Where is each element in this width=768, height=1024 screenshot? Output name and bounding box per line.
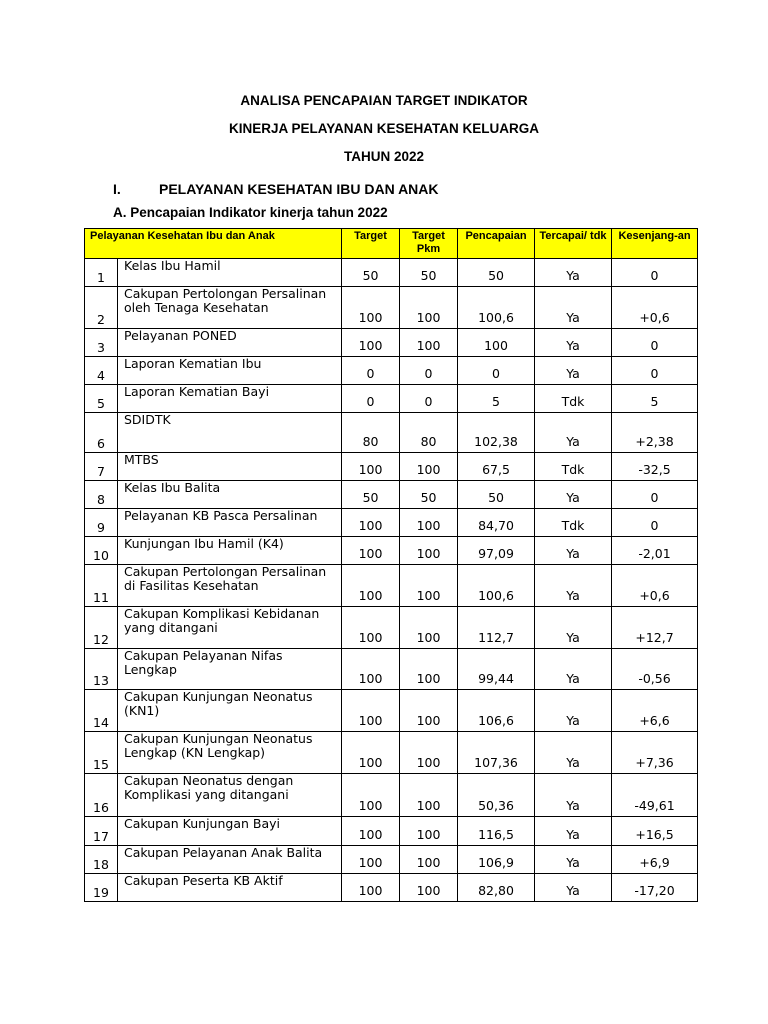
- row-kesenjangan: +7,36: [612, 732, 698, 774]
- row-tercapai: Ya: [535, 481, 612, 509]
- row-pencapaian: 106,6: [458, 690, 535, 732]
- row-kesenjangan: -49,61: [612, 774, 698, 817]
- table-row: [85, 690, 698, 732]
- row-kesenjangan: 5: [612, 385, 698, 413]
- header-target-pkm: Target Pkm: [400, 229, 458, 259]
- section-heading: [113, 181, 439, 197]
- row-pencapaian: 100,6: [458, 565, 535, 607]
- row-number: 10: [85, 537, 118, 565]
- row-tercapai: Ya: [535, 817, 612, 846]
- row-number: 2: [85, 287, 118, 329]
- row-pencapaian: 5: [458, 385, 535, 413]
- row-tercapai: Ya: [535, 537, 612, 565]
- row-target: 80: [342, 413, 400, 453]
- row-kesenjangan: 0: [612, 509, 698, 537]
- row-target: 0: [342, 357, 400, 385]
- subsection-heading: A. Pencapaian Indikator kinerja tahun 2022: [113, 205, 388, 220]
- row-target: 100: [342, 453, 400, 481]
- row-target-pkm: 100: [400, 509, 458, 537]
- row-number: 16: [85, 774, 118, 817]
- row-target-pkm: 100: [400, 537, 458, 565]
- row-number: 7: [85, 453, 118, 481]
- row-kesenjangan: -32,5: [612, 453, 698, 481]
- row-pencapaian: 97,09: [458, 537, 535, 565]
- row-pencapaian: 50,36: [458, 774, 535, 817]
- row-number: 6: [85, 413, 118, 453]
- row-kesenjangan: 0: [612, 259, 698, 287]
- row-target: 100: [342, 817, 400, 846]
- row-number: 18: [85, 846, 118, 874]
- row-tercapai: Ya: [535, 329, 612, 357]
- row-target-pkm: 100: [400, 607, 458, 649]
- report-title-line-2: KINERJA PELAYANAN KESEHATAN KELUARGA: [228, 121, 540, 136]
- row-target-pkm: 0: [400, 385, 458, 413]
- header-target: Target: [342, 229, 400, 259]
- row-target-pkm: 100: [400, 874, 458, 902]
- row-pencapaian: 84,70: [458, 509, 535, 537]
- row-pencapaian: 67,5: [458, 453, 535, 481]
- table-row: [85, 537, 698, 565]
- row-target-pkm: 100: [400, 846, 458, 874]
- row-tercapai: Tdk: [535, 385, 612, 413]
- row-target-pkm: 100: [400, 690, 458, 732]
- row-pencapaian: 107,36: [458, 732, 535, 774]
- row-target-pkm: 100: [400, 453, 458, 481]
- row-number: 13: [85, 649, 118, 690]
- row-target: 100: [342, 329, 400, 357]
- table-row: [85, 649, 698, 690]
- row-kesenjangan: 0: [612, 357, 698, 385]
- row-number: 1: [85, 259, 118, 287]
- table-row: [85, 385, 698, 413]
- row-indicator-name: Cakupan Pertolongan Persalinan oleh Tenaga Kesehatan: [118, 287, 342, 329]
- table-row: [85, 732, 698, 774]
- row-target: 100: [342, 846, 400, 874]
- row-indicator-name: Cakupan Kunjungan Neonatus Lengkap (KN Lengkap): [118, 732, 342, 774]
- row-indicator-name: MTBS: [118, 453, 342, 481]
- header-kesenjangan: Kesenjang-an: [612, 229, 698, 259]
- row-tercapai: Ya: [535, 357, 612, 385]
- row-kesenjangan: 0: [612, 481, 698, 509]
- row-indicator-name: Cakupan Pertolongan Persalinan di Fasilitas Kesehatan: [118, 565, 342, 607]
- row-kesenjangan: 0: [612, 329, 698, 357]
- table-body: [85, 259, 698, 902]
- header-service: Pelayanan Kesehatan Ibu dan Anak: [85, 229, 342, 259]
- table-row: [85, 357, 698, 385]
- row-number: 17: [85, 817, 118, 846]
- table-header-row: [85, 229, 698, 259]
- row-target-pkm: 50: [400, 259, 458, 287]
- row-pencapaian: 50: [458, 481, 535, 509]
- row-indicator-name: Laporan Kematian Ibu: [118, 357, 342, 385]
- row-indicator-name: SDIDTK: [118, 413, 342, 453]
- row-number: 8: [85, 481, 118, 509]
- row-indicator-name: Cakupan Peserta KB Aktif: [118, 874, 342, 902]
- row-number: 19: [85, 874, 118, 902]
- row-pencapaian: 112,7: [458, 607, 535, 649]
- row-number: 14: [85, 690, 118, 732]
- row-target-pkm: 100: [400, 565, 458, 607]
- row-kesenjangan: -2,01: [612, 537, 698, 565]
- row-number: 4: [85, 357, 118, 385]
- row-number: 9: [85, 509, 118, 537]
- table-row: [85, 453, 698, 481]
- row-target-pkm: 100: [400, 774, 458, 817]
- row-kesenjangan: +0,6: [612, 287, 698, 329]
- report-title-year: TAHUN 2022: [343, 149, 425, 164]
- row-tercapai: Ya: [535, 287, 612, 329]
- table-row: [85, 259, 698, 287]
- row-tercapai: Ya: [535, 649, 612, 690]
- row-target: 100: [342, 509, 400, 537]
- row-indicator-name: Laporan Kematian Bayi: [118, 385, 342, 413]
- row-pencapaian: 100,6: [458, 287, 535, 329]
- table-row: [85, 774, 698, 817]
- row-number: 11: [85, 565, 118, 607]
- row-target-pkm: 100: [400, 732, 458, 774]
- row-indicator-name: Cakupan Kunjungan Bayi: [118, 817, 342, 846]
- row-pencapaian: 116,5: [458, 817, 535, 846]
- row-pencapaian: 50: [458, 259, 535, 287]
- row-target-pkm: 100: [400, 649, 458, 690]
- row-target: 100: [342, 607, 400, 649]
- row-indicator-name: Kelas Ibu Hamil: [118, 259, 342, 287]
- row-target: 0: [342, 385, 400, 413]
- row-number: 3: [85, 329, 118, 357]
- report-title-line-1: ANALISA PENCAPAIAN TARGET INDIKATOR: [240, 93, 528, 108]
- row-indicator-name: Cakupan Kunjungan Neonatus (KN1): [118, 690, 342, 732]
- table-row: [85, 287, 698, 329]
- row-number: 5: [85, 385, 118, 413]
- section-number: I.: [113, 181, 121, 197]
- row-pencapaian: 82,80: [458, 874, 535, 902]
- row-indicator-name: Pelayanan PONED: [118, 329, 342, 357]
- row-kesenjangan: +16,5: [612, 817, 698, 846]
- row-indicator-name: Cakupan Neonatus dengan Komplikasi yang ditangani: [118, 774, 342, 817]
- row-target-pkm: 0: [400, 357, 458, 385]
- row-target-pkm: 100: [400, 817, 458, 846]
- row-kesenjangan: -17,20: [612, 874, 698, 902]
- row-tercapai: Tdk: [535, 453, 612, 481]
- row-pencapaian: 0: [458, 357, 535, 385]
- row-pencapaian: 106,9: [458, 846, 535, 874]
- table-row: [85, 413, 698, 453]
- header-pencapaian: Pencapaian: [458, 229, 535, 259]
- row-kesenjangan: +6,9: [612, 846, 698, 874]
- row-pencapaian: 99,44: [458, 649, 535, 690]
- row-kesenjangan: +2,38: [612, 413, 698, 453]
- table-row: [85, 481, 698, 509]
- table-row: [85, 817, 698, 846]
- row-target-pkm: 100: [400, 287, 458, 329]
- row-tercapai: Ya: [535, 874, 612, 902]
- row-indicator-name: Cakupan Komplikasi Kebidanan yang ditangani: [118, 607, 342, 649]
- row-tercapai: Ya: [535, 259, 612, 287]
- row-kesenjangan: +12,7: [612, 607, 698, 649]
- row-target: 50: [342, 481, 400, 509]
- row-kesenjangan: +0,6: [612, 565, 698, 607]
- row-target: 100: [342, 537, 400, 565]
- row-tercapai: Tdk: [535, 509, 612, 537]
- table-row: [85, 329, 698, 357]
- table-row: [85, 874, 698, 902]
- table-row: [85, 565, 698, 607]
- row-indicator-name: Pelayanan KB Pasca Persalinan: [118, 509, 342, 537]
- row-target-pkm: 50: [400, 481, 458, 509]
- row-tercapai: Ya: [535, 565, 612, 607]
- indicator-table: [84, 228, 698, 902]
- row-number: 12: [85, 607, 118, 649]
- row-pencapaian: 102,38: [458, 413, 535, 453]
- row-target-pkm: 80: [400, 413, 458, 453]
- row-target: 100: [342, 874, 400, 902]
- row-target: 100: [342, 287, 400, 329]
- table-row: [85, 607, 698, 649]
- row-pencapaian: 100: [458, 329, 535, 357]
- row-target: 50: [342, 259, 400, 287]
- row-tercapai: Ya: [535, 607, 612, 649]
- header-tercapai: Tercapai/ tdk: [535, 229, 612, 259]
- table-row: [85, 846, 698, 874]
- row-number: 15: [85, 732, 118, 774]
- section-title: PELAYANAN KESEHATAN IBU DAN ANAK: [159, 181, 439, 197]
- row-target: 100: [342, 690, 400, 732]
- row-target: 100: [342, 774, 400, 817]
- row-target: 100: [342, 732, 400, 774]
- row-kesenjangan: -0,56: [612, 649, 698, 690]
- row-tercapai: Ya: [535, 774, 612, 817]
- row-tercapai: Ya: [535, 846, 612, 874]
- row-target: 100: [342, 649, 400, 690]
- row-indicator-name: Kelas Ibu Balita: [118, 481, 342, 509]
- row-target: 100: [342, 565, 400, 607]
- row-tercapai: Ya: [535, 690, 612, 732]
- row-tercapai: Ya: [535, 413, 612, 453]
- row-kesenjangan: +6,6: [612, 690, 698, 732]
- row-target-pkm: 100: [400, 329, 458, 357]
- row-tercapai: Ya: [535, 732, 612, 774]
- row-indicator-name: Kunjungan Ibu Hamil (K4): [118, 537, 342, 565]
- table-row: [85, 509, 698, 537]
- row-indicator-name: Cakupan Pelayanan Nifas Lengkap: [118, 649, 342, 690]
- row-indicator-name: Cakupan Pelayanan Anak Balita: [118, 846, 342, 874]
